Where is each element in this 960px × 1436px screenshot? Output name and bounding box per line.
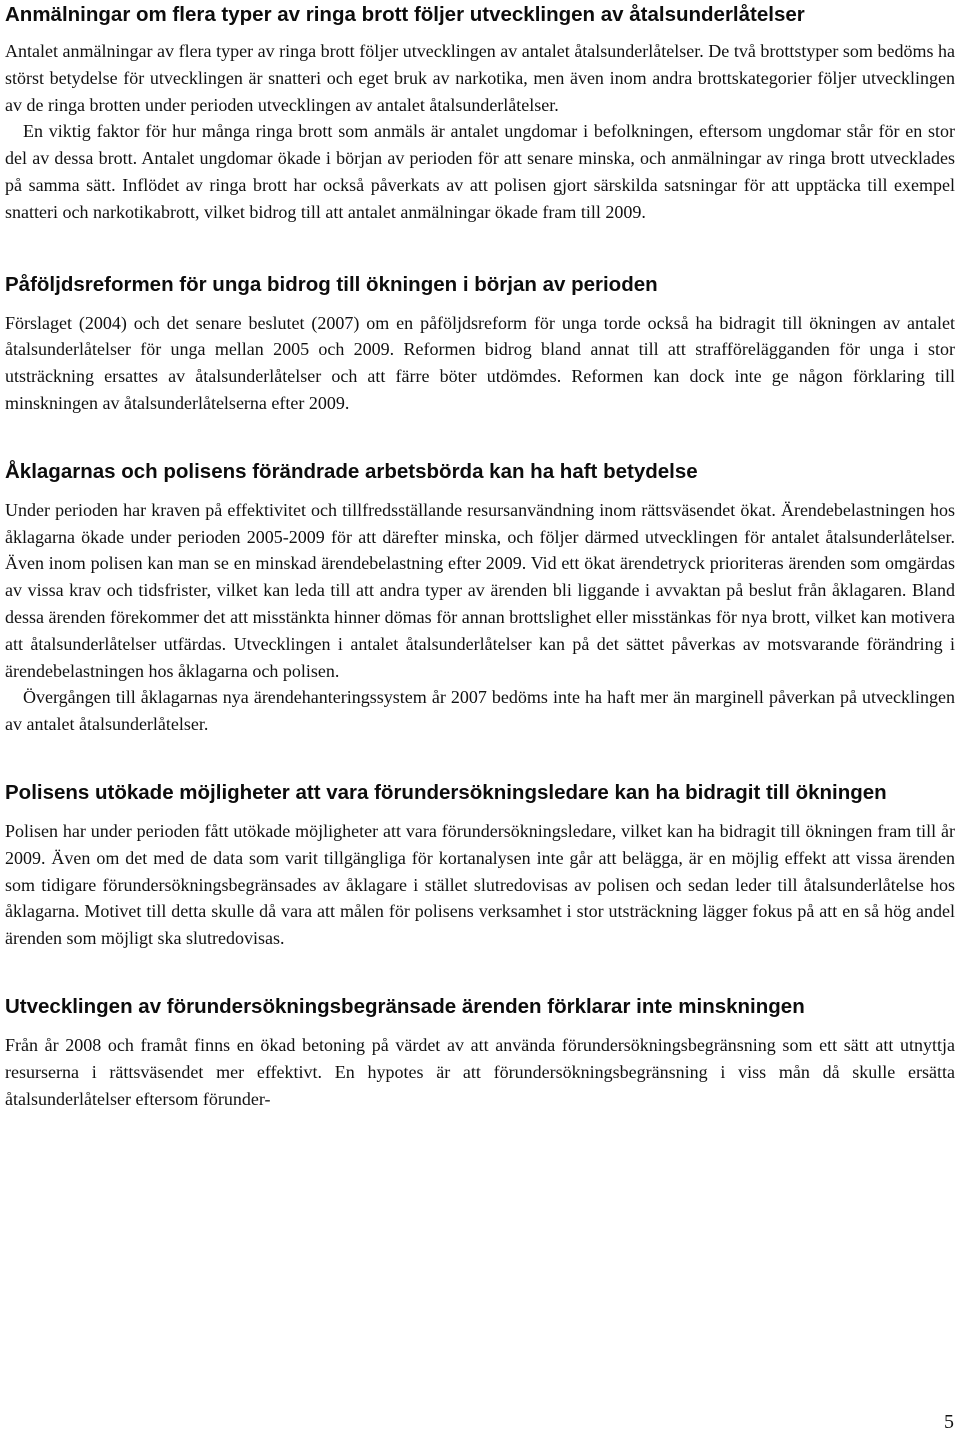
section-paragraph: En viktig faktor för hur många ringa brott som anmäls är antalet ungdomar i befolkningen, eftersom ungdomar står för en stor del av dessa brott. Antalet ungdomar ökade i början av perioden för att senare minska, och anmälningar av ringa brott utvecklades på samma sätt. Inflödet av ringa brott har också påverkats av att polisen gjort särskilda satsningar för att upptäcka till exempel snatteri och narkotikabrott, vilket bidrog till att antalet anmälningar ökade fram till 2009. [5,121,955,222]
document-page [5,0,955,1112]
section-heading-limited-investigations: Utvecklingen av förundersökningsbegränsade ärenden förklarar inte minskningen [5,994,805,1018]
section-paragraph: Från år 2008 och framåt finns en ökad betoning på värdet av att använda förundersökningsbegränsning som ett sätt att utnyttja resurserna i rättsväsendet mer effektivt. En hypotes är att förundersökningsbegränsning i viss mån då skulle ersätta åtalsunderlåtelser eftersom förunder- [5,1034,955,1109]
section-paragraph: Under perioden har kraven på effektivitet och tillfredsställande resursanvändning inom rättsväsendet ökat. Ärendebelastningen hos åklagarna ökade under perioden 2005-2009 för att därefter minska, och följer därmed utvecklingen för antalet åtalsunderlåtelser. Även inom polisen kan man se en minskad ärendebelastning efter 2009. Vid ett ökat ärendetryck prioriteras ärenden som omgärdas av vissa krav och tidsfrister, vilket kan leda till att andra typer av ärenden bli liggande i avvaktan på beslut från åklagaren. Bland dessa ärenden förekommer det att misstänkta hinner dömas för annan brottslighet eller misstänkas för nya brott, vilket kan motivera att åtalsunderlåtelser utfärdas. Utvecklingen i antalet åtalsunderlåtelser kan på det sättet påverkas av motsvarande förändring i ärendebelastningen hos åklagarna och polisen. [5,499,955,681]
section-paragraph: Övergången till åklagarnas nya ärendehanteringssystem år 2007 bedöms inte ha haft mer än marginell påverkan på utvecklingen av antalet åtalsunderlåtelser. [5,687,955,735]
section-heading-workload: Åklagarnas och polisens förändrade arbetsbörda kan ha haft betydelse [5,459,698,483]
section-heading-reports: Anmälningar om flera typer av ringa brott följer utvecklingen av åtalsunderlåtelser [5,3,805,26]
section-heading-reform: Påföljdsreformen för unga bidrog till ökningen i början av perioden [5,272,658,296]
page-number: 5 [944,1411,954,1433]
section-paragraph: Polisen har under perioden fått utökade möjligheter att vara förundersökningsledare, vilket kan ha bidragit till ökningen fram till år 2009. Även om det med de data som varit tillgängliga för kortanalysen inte går att belägga, är en möjlig effekt att vissa ärenden som tidigare förundersökningsbegränsades av åklagare i stället slutredovisas av polisen och sedan leder till åtalsunderlåtelse hos åklagarna. Motivet till detta skulle då vara att målen för polisens verksamhet i stor utsträckning lägger fokus på att en så hög andel ärenden som möjligt ska slutredovisas. [5,820,955,949]
section-paragraph: Antalet anmälningar av flera typer av ringa brott följer utvecklingen av antalet åtalsunderlåtelser. De två brottstyper som bedöms ha störst betydelse för utvecklingen är snatteri och eget bruk av narkotika, men även inom andra brottskategorier följer utvecklingen av de ringa brotten under perioden utvecklingen av antalet åtalsunderlåtelser. [5,41,955,115]
section-paragraph: Förslaget (2004) och det senare beslutet (2007) om en påföljdsreform för unga torde också ha bidragit till ökningen av antalet åtalsunderlåtelser för unga mellan 2005 och 2009. Reformen bidrog bland annat till att strafförelägganden för unga i stor utsträckning ersattes av åtalsunderlåtelser och att färre böter utdömdes. Reformen kan dock inte ge någon förklaring till minskningen av åtalsunderlåtelserna efter 2009. [5,312,955,413]
section-heading-police-investigation: Polisens utökade möjligheter att vara förundersökningsledare kan ha bidragit till ökningen [5,780,887,804]
